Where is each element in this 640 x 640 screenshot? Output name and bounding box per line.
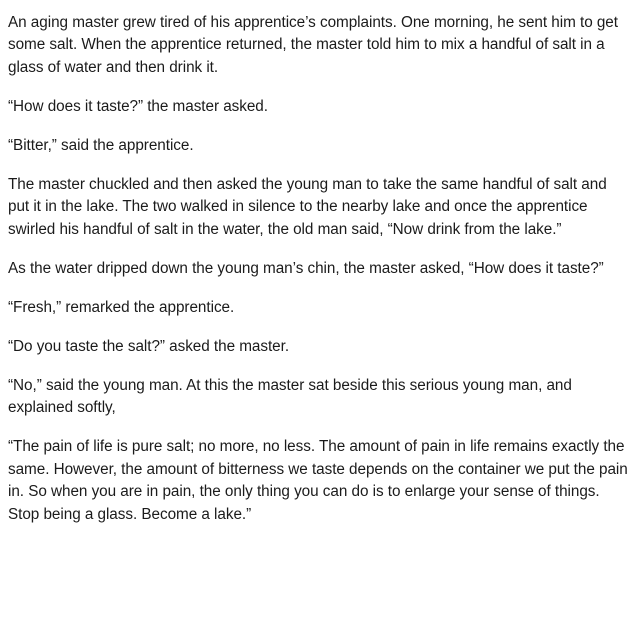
- story-paragraph-6: “Fresh,” remarked the apprentice.: [8, 298, 235, 316]
- story-paragraph-4: The master chuckled and then asked the young man to take the same handful of salt and put it in the lake. The two walked in silence to the nearby lake and once the apprentice swirled his handful of salt in the water, the old man said, “Now drink from the lake.”: [8, 175, 607, 238]
- story-paragraph-9: “The pain of life is pure salt; no more, no less. The amount of pain in life remains exactly the same. However, the amount of bitterness we taste depends on the container we put the pain in. So when you are in pain, the only thing you can do is to enlarge your sense of things. Stop being a glass. Become a lake.”: [8, 438, 628, 523]
- story-paragraph-1: An aging master grew tired of his apprentice’s complaints. One morning, he sent him to get some salt. When the apprentice returned, the master told him to mix a handful of salt in a glass of water and then drink it.: [8, 14, 618, 76]
- story-paragraph-8: “No,” said the young man. At this the master sat beside this serious young man, and explained softly,: [8, 376, 572, 417]
- story-paragraph-7: “Do you taste the salt?” asked the master.: [8, 337, 290, 355]
- story-paragraph-5: As the water dripped down the young man’s chin, the master asked, “How does it taste?”: [8, 259, 604, 277]
- story-paragraph-3: “Bitter,” said the apprentice.: [8, 136, 194, 154]
- story-paragraph-2: “How does it taste?” the master asked.: [8, 97, 268, 115]
